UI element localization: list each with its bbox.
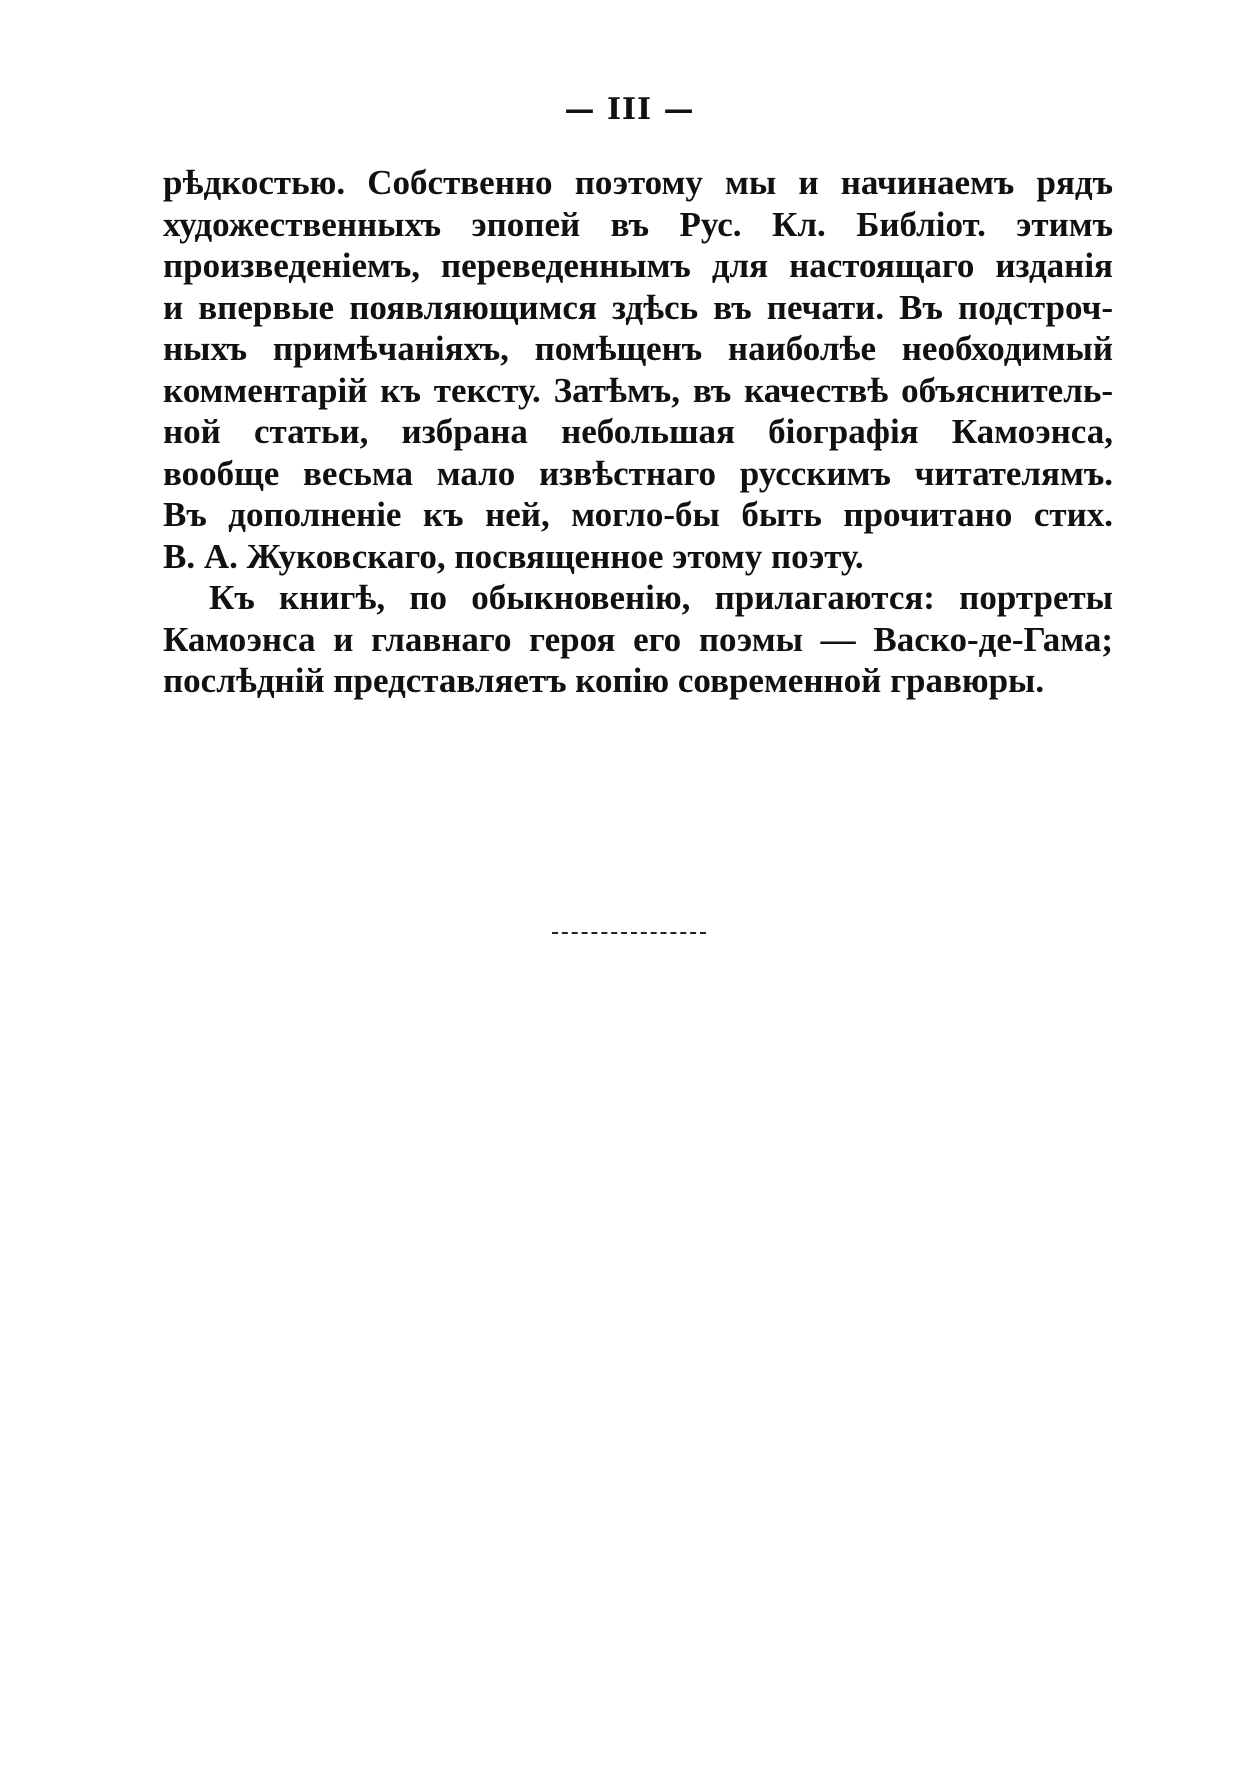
- text-line: и впервые появляющимся здѣсь въ печати. Въ подстроч-: [163, 287, 1113, 327]
- text-line: вообще весьма мало извѣстнаго русскимъ читателямъ.: [163, 453, 1113, 493]
- text-line: произведенiемъ, переведеннымъ для настоящаго изданiя: [163, 246, 1113, 285]
- text-line: ной статьи, избрана небольшая бiографiя Камоэнса,: [163, 412, 1113, 451]
- paragraph-1: [163, 162, 1113, 577]
- text-line: Камоэнса и главнаго героя его поэмы — Васко-де-Гама;: [163, 619, 1113, 659]
- paragraph-2: [163, 577, 1113, 702]
- body-text: [163, 162, 1113, 702]
- text-line: рѣдкостью. Собственно поэтому мы и начинаемъ рядъ: [163, 163, 1113, 202]
- text-line: Къ книгѣ, по обыкновенiю, прилагаются: портреты: [209, 578, 1113, 617]
- text-line: В. А. Жуковскаго, посвященное этому поэту.: [163, 536, 864, 576]
- section-separator-rule: [552, 932, 706, 934]
- text-line: Въ дополненiе къ ней, могло-бы быть прочитано стих.: [163, 495, 1113, 534]
- text-line: послѣднiй представляетъ копiю современной гравюры.: [163, 661, 1045, 700]
- text-line: художественныхъ эпопей въ Рус. Кл. Библiот. этимъ: [163, 204, 1113, 244]
- text-line: комментарiй къ тексту. Затѣмъ, въ качествѣ объяснитель-: [163, 370, 1113, 410]
- page-number: — III —: [564, 92, 695, 127]
- text-line: ныхъ примѣчанiяхъ, помѣщенъ наиболѣе необходимый: [163, 329, 1113, 368]
